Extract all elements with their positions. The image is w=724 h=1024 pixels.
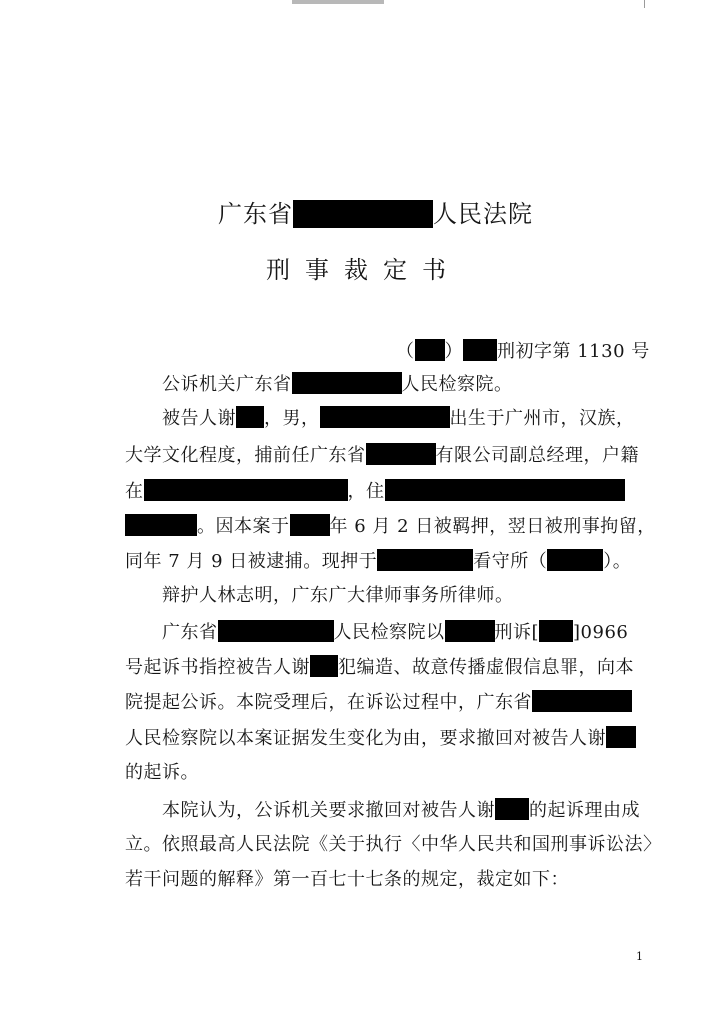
scan-artifact-line [644, 0, 645, 8]
indictment-line-5: 的起诉。 [125, 762, 199, 783]
redaction-bar [290, 514, 330, 536]
redaction-bar [366, 443, 436, 465]
redaction-bar [310, 655, 338, 677]
document-type-title: 刑事裁定书 [266, 256, 461, 284]
redaction-bar [606, 726, 636, 748]
ruling-line-1: 本院认为，公诉机关要求撤回对被告人谢 的起诉理由成 [162, 800, 640, 821]
redaction-bar [218, 620, 334, 642]
redaction-bar [445, 620, 495, 642]
indictment-line-3: 院提起公诉。本院受理后，在诉讼过程中，广东省 [125, 690, 632, 715]
redaction-bar [532, 690, 632, 712]
redaction-bar [320, 406, 450, 428]
defender-line: 辩护人林志明，广东广大律师事务所律师。 [162, 585, 514, 606]
redaction-bar [385, 479, 625, 501]
court-suffix: 人民法院 [433, 200, 533, 228]
ruling-line-2: 立。依照最高人民法院《关于执行〈中华人民共和国刑事诉讼法〉 [125, 834, 662, 855]
redaction-bar [377, 549, 473, 571]
scan-artifact [292, 0, 384, 4]
defendant-line-4: 。因本案于 年 6 月 2 日被羁押，翌日被刑事拘留， [125, 514, 656, 539]
defendant-line-2: 大学文化程度，捕前任广东省 有限公司副总经理，户籍 [125, 445, 639, 466]
redaction-bar [539, 620, 573, 642]
redaction-bar [547, 549, 603, 571]
redaction-bar [144, 479, 348, 501]
defendant-line-3: 在 ，住 [125, 479, 625, 504]
redaction-bar [415, 339, 445, 361]
case-number: （ ） 刑初字第 1130 号 [396, 341, 650, 362]
ruling-line-3: 若干问题的解释》第一百七十七条的规定，裁定如下： [125, 869, 569, 890]
defendant-line-5: 同年 7 月 9 日被逮捕。现押于 看守所（ ）。 [125, 551, 632, 572]
indictment-line-4: 人民检察院以本案证据发生变化为由，要求撤回对被告人谢 [125, 726, 636, 751]
redaction-bar [236, 406, 264, 428]
redaction-bar [463, 339, 497, 361]
indictment-line-1: 广东省 人民检察院以 刑诉[ ]0966 [162, 622, 629, 643]
court-prefix: 广东省 [218, 200, 293, 228]
redaction-bar [495, 798, 529, 820]
court-title [218, 199, 533, 229]
indictment-line-2: 号起诉书指控被告人谢 犯编造、故意传播虚假信息罪，向本 [125, 657, 634, 678]
redaction-bar [293, 200, 433, 228]
redaction-bar [125, 514, 197, 536]
redaction-bar [292, 372, 402, 394]
prosecutor-line: 公诉机关广东省 人民检察院。 [162, 374, 513, 395]
page-number: 1 [636, 950, 643, 963]
defendant-line-1: 被告人谢 ，男， 出生于广州市，汉族， [162, 408, 635, 429]
